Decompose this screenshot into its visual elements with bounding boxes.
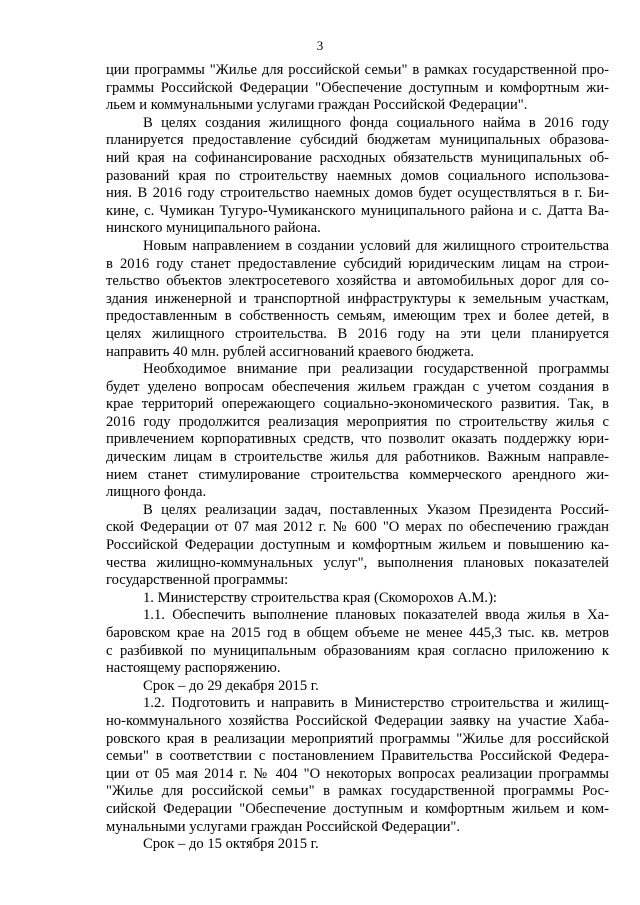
text-line: мунальными услугами граждан Российской Федерации". <box>106 818 461 835</box>
text-line: с разбивкой по муниципальным образованиям края согласно приложению к <box>106 642 609 659</box>
text-line: кине, с. Чумикан Тугуро-Чумиканского муниципального района и с. Датта Ва- <box>106 202 609 219</box>
paragraph <box>106 361 609 502</box>
paragraph <box>106 62 609 115</box>
text-line: ровского края в реализации мероприятий программы "Жилье для российской <box>106 730 609 747</box>
paragraph <box>106 607 609 677</box>
text-line: ской Федерации от 07 мая 2012 г. № 600 "О мерах по обеспечению граждан <box>106 519 609 536</box>
text-line: чества жилищно-коммунальных услуг", выполнения плановых показателей <box>106 554 609 571</box>
text-line: льем и коммунальными услугами граждан Российской Федерации". <box>106 97 528 114</box>
text-line: ции программы "Жилье для российской семьи" в рамках государственной про- <box>106 62 609 78</box>
text-line: Срок – до 29 декабря 2015 г. <box>143 677 319 694</box>
text-line: нием станет стимулирование строительства коммерческого арендного жи- <box>106 466 609 483</box>
text-line: целях жилищного строительства. В 2016 году на эти цели планируется <box>106 325 609 342</box>
text-line: дическим лицам в строительстве жилья для работников. Важным направле- <box>106 449 609 466</box>
text-line: Срок – до 15 октября 2015 г. <box>143 836 319 853</box>
paragraph <box>106 238 609 361</box>
text-line: настоящему распоряжению. <box>106 660 281 677</box>
text-line: Новым направлением в создании условий для жилищного строительства <box>143 237 609 254</box>
paragraph <box>106 836 609 854</box>
page-number: 3 <box>316 38 324 53</box>
text-line: здания инженерной и транспортной инфраструктуры к земельным участкам, <box>106 290 609 307</box>
text-line: лищного фонда. <box>106 484 207 501</box>
text-line: государственной программы: <box>106 572 289 589</box>
text-line: семьи" в соответствии с постановлением Правительства Российской Федера- <box>106 748 609 765</box>
text-line: привлечением корпоративных средств, что позволит оказать поддержку юри- <box>106 431 609 448</box>
paragraph <box>106 695 609 836</box>
text-line: сийской Федерации "Обеспечение доступным и комфортным жильем и ком- <box>106 800 609 817</box>
paragraph <box>106 502 609 590</box>
text-line: будет уделено вопросам обеспечения жильем граждан с учетом создания в <box>106 378 609 395</box>
text-line: в 2016 году станет предоставление субсидий юридическим лицам на строи- <box>106 255 609 272</box>
text-line: 1.1. Обеспечить выполнение плановых показателей ввода жилья в Ха- <box>143 607 609 624</box>
text-line: направить 40 млн. рублей ассигнований краевого бюджета. <box>106 343 475 360</box>
text-line: нинского муниципального района. <box>106 220 321 237</box>
text-line: ний края на софинансирование расходных обязательств муниципальных об- <box>106 149 609 166</box>
text-line: 1.2. Подготовить и направить в Министерство строительства и жилищ- <box>143 695 609 712</box>
text-line: крае территорий опережающего социально-экономического развития. Так, в <box>106 396 609 413</box>
text-line: граммы Российской Федерации "Обеспечение доступным и комфортным жи- <box>106 79 609 96</box>
text-line: Российской Федерации доступным и комфортным жильем и повышению ка- <box>106 537 609 554</box>
paragraph <box>106 115 609 238</box>
text-line: Необходимое внимание при реализации государственной программы <box>143 361 609 378</box>
paragraph <box>106 590 609 608</box>
text-line: ции от 05 мая 2014 г. № 404 "О некоторых вопросах реализации программы <box>106 765 609 782</box>
text-line: предоставленным в собственность семьям, имеющим трех и более детей, в <box>106 308 609 325</box>
text-line: В целях создания жилищного фонда социального найма в 2016 году <box>143 114 609 131</box>
text-line: разований края по строительству наемных домов социального использова- <box>106 167 609 184</box>
text-line: ния. В 2016 году строительство наемных домов будет осуществляться в г. Би- <box>106 185 609 202</box>
document-body <box>106 62 609 854</box>
text-line: В целях реализации задач, поставленных Указом Президента Россий- <box>143 501 609 518</box>
text-line: баровском крае на 2015 год в общем объеме не менее 445,3 тыс. кв. метров <box>106 625 609 641</box>
text-line: "Жилье для российской семьи" в рамках государственной программы Рос- <box>106 783 609 800</box>
text-line: но-коммунального хозяйства Российской Федерации заявку на участие Хаба- <box>106 712 609 729</box>
paragraph <box>106 678 609 696</box>
text-line: тельство объектов электросетевого хозяйства и автомобильных дорог для со- <box>106 273 609 290</box>
text-line: планируется предоставление субсидий бюджетам муниципальных образова- <box>106 132 609 149</box>
text-line: 2016 году продолжится реализация мероприятия по строительству жилья с <box>106 413 609 430</box>
text-line: 1. Министерству строительства края (Скоморохов А.М.): <box>143 589 497 606</box>
